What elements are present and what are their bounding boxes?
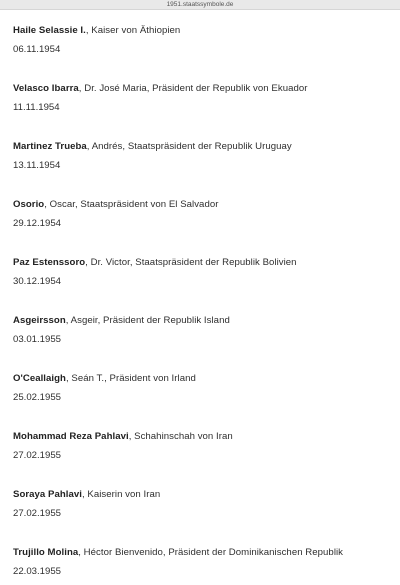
address-bar[interactable] (0, 0, 400, 10)
entry-date: 29.12.1954 (13, 218, 62, 229)
entry-date: 22.03.1955 (13, 566, 62, 577)
url-text: 1951.staatssymbole.de (166, 1, 234, 8)
entry-date: 25.02.1955 (13, 392, 62, 403)
entry-title (13, 257, 388, 269)
entry-name: Mohammad Reza Pahlavi (13, 431, 129, 442)
entry-description: , Héctor Bienvenido, Präsident der Dominikanischen Republik (78, 547, 344, 558)
entry-date: 27.02.1955 (13, 508, 62, 519)
entry-title (13, 83, 388, 95)
entry-date: 27.02.1955 (13, 450, 62, 461)
entry-description: , Kaiser von Äthiopien (85, 25, 181, 36)
entry-description: , Schahinschah von Iran (128, 431, 233, 442)
entry-title (13, 373, 388, 385)
list-item (13, 179, 388, 237)
entry-description: , Dr. José Maria, Präsident der Republik von Ekuador (78, 83, 308, 94)
entry-description: , Oscar, Staatspräsident von El Salvador (44, 199, 219, 210)
entry-description: , Seán T., Präsident von Irland (65, 373, 196, 384)
entry-date: 11.11.1954 (13, 102, 60, 113)
entry-date: 03.01.1955 (13, 334, 62, 345)
visit-list (0, 10, 400, 585)
entry-title (13, 315, 388, 327)
entry-title (13, 547, 388, 559)
entry-description: , Kaiserin von Iran (81, 489, 161, 500)
list-item (13, 295, 388, 353)
entry-date: 13.11.1954 (13, 160, 61, 171)
entry-name: Osorio (13, 199, 45, 210)
entry-description: , Andrés, Staatspräsident der Republik Uruguay (86, 141, 292, 152)
entry-name: Paz Estenssoro (13, 257, 86, 268)
entry-title (13, 25, 388, 37)
entry-name: Haile Selassie I. (13, 25, 86, 36)
entry-name: Asgeirsson (13, 315, 66, 326)
entry-date: 06.11.1954 (13, 44, 61, 55)
list-item (13, 353, 388, 411)
list-item (13, 237, 388, 295)
list-item (13, 63, 388, 121)
list-item (13, 469, 388, 527)
list-item (13, 10, 388, 63)
entry-description: , Dr. Victor, Staatspräsident der Republik Bolivien (85, 257, 297, 268)
list-item (13, 121, 388, 179)
list-item (13, 411, 388, 469)
entry-name: Soraya Pahlavi (13, 489, 82, 500)
entry-name: Trujillo Molina (13, 547, 79, 558)
entry-title (13, 199, 388, 211)
entry-title (13, 431, 388, 443)
entry-title (13, 141, 388, 153)
entry-name: Velasco Ibarra (13, 83, 79, 94)
entry-description: , Asgeir, Präsident der Republik Island (65, 315, 230, 326)
entry-name: O'Ceallaigh (13, 373, 66, 384)
entry-date: 30.12.1954 (13, 276, 62, 287)
entry-title (13, 489, 388, 501)
list-item (13, 527, 388, 585)
entry-name: Martinez Trueba (13, 141, 87, 152)
